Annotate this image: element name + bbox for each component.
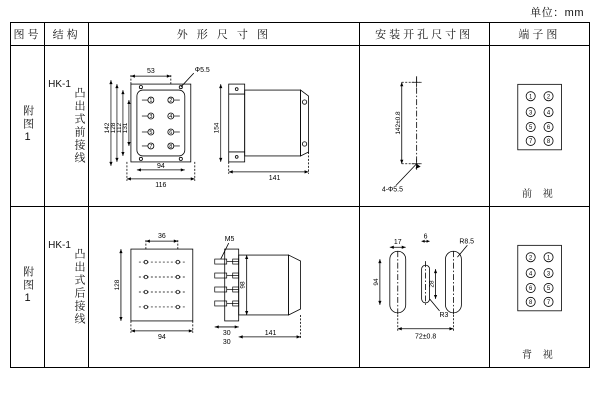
svg-text:4: 4: [546, 110, 550, 117]
header-col-struct: 结构: [45, 23, 89, 46]
svg-text:Ф5.5: Ф5.5: [194, 67, 210, 75]
row2-hole-svg: [360, 207, 489, 367]
table-row: [11, 46, 590, 207]
row2-outline-svg: [89, 207, 358, 367]
svg-text:154: 154: [213, 122, 221, 134]
svg-text:2: 2: [169, 98, 173, 105]
svg-text:128: 128: [114, 279, 122, 291]
svg-text:5: 5: [149, 130, 153, 137]
svg-text:6: 6: [528, 286, 533, 293]
row2-structure: [45, 207, 89, 368]
row2-structure-label: 凸出式后接线: [73, 248, 86, 326]
svg-text:28: 28: [428, 280, 436, 288]
table-row: [11, 207, 590, 368]
row2-outline-drawing: [89, 207, 359, 368]
svg-text:72±0.8: 72±0.8: [414, 333, 436, 341]
svg-text:142±0.8: 142±0.8: [394, 111, 402, 135]
row2-figure-no-label: 附图1: [21, 265, 34, 306]
svg-text:2: 2: [528, 255, 533, 262]
svg-text:17: 17: [393, 239, 402, 247]
table-header-row: [11, 23, 590, 46]
svg-text:128: 128: [110, 122, 118, 134]
svg-text:94: 94: [158, 333, 166, 341]
row1-terminal-caption: 前 视: [522, 189, 557, 200]
row1-figure-no-label: 附图1: [21, 104, 34, 145]
svg-text:R8.5: R8.5: [458, 238, 474, 246]
svg-text:2: 2: [546, 94, 550, 101]
svg-text:141: 141: [264, 329, 277, 337]
row1-structure: [45, 46, 89, 207]
svg-text:98: 98: [239, 281, 247, 289]
row1-outline-drawing: [89, 46, 359, 207]
svg-text:1: 1: [149, 98, 153, 105]
row2-figure-no: [11, 207, 45, 368]
svg-text:4-Ф5.5: 4-Ф5.5: [381, 186, 403, 194]
dimension-table: [10, 22, 590, 368]
svg-text:8: 8: [546, 139, 550, 146]
svg-text:8: 8: [528, 300, 533, 307]
row1-hole-drawing: [359, 46, 489, 207]
svg-text:36: 36: [158, 233, 166, 241]
svg-text:6: 6: [169, 130, 173, 137]
svg-text:1: 1: [528, 94, 533, 101]
svg-text:3: 3: [149, 114, 153, 121]
svg-text:R3: R3: [439, 311, 448, 319]
unit-note: 单位：mm: [530, 7, 584, 19]
svg-text:30: 30: [222, 338, 231, 346]
svg-text:6: 6: [546, 125, 550, 132]
svg-text:5: 5: [546, 286, 550, 293]
svg-text:7: 7: [149, 144, 153, 151]
svg-text:3: 3: [528, 110, 533, 117]
svg-text:94: 94: [372, 278, 380, 286]
row1-figure-no: [11, 46, 45, 207]
row2-terminal-drawing: [489, 207, 589, 368]
svg-text:141: 141: [268, 174, 281, 182]
svg-text:4: 4: [528, 271, 533, 278]
row2-hole-drawing: [359, 207, 489, 368]
header-col-term: 端子图: [489, 23, 589, 46]
svg-text:116: 116: [155, 181, 167, 189]
row1-structure-code: HK-1: [48, 78, 71, 90]
svg-text:7: 7: [528, 139, 533, 146]
svg-text:6: 6: [423, 233, 428, 241]
row1-outline-svg: [89, 46, 358, 206]
row1-structure-label: 凸出式前接线: [73, 87, 86, 165]
row1-hole-svg: [360, 46, 489, 206]
svg-text:53: 53: [147, 68, 155, 76]
row2-terminal-svg: [490, 207, 589, 367]
header-col-hole: 安装开孔尺寸图: [359, 23, 489, 46]
svg-text:M5: M5: [224, 236, 235, 244]
header-col-no: 图号: [11, 23, 45, 46]
row2-structure-code: HK-1: [48, 239, 71, 251]
row2-terminal-caption: 背 视: [522, 350, 557, 361]
svg-text:94: 94: [157, 162, 165, 170]
row1-terminal-svg: [490, 46, 589, 206]
svg-text:131: 131: [122, 122, 130, 134]
svg-text:8: 8: [169, 144, 173, 151]
svg-text:3: 3: [546, 271, 550, 278]
svg-text:142: 142: [104, 122, 112, 134]
svg-text:5: 5: [528, 125, 533, 132]
svg-text:4: 4: [169, 114, 173, 121]
svg-text:1: 1: [546, 255, 550, 262]
row1-terminal-drawing: [489, 46, 589, 207]
svg-text:30: 30: [222, 329, 231, 337]
header-col-outline: 外 形 尺 寸 图: [89, 23, 359, 46]
svg-text:112: 112: [116, 122, 124, 134]
svg-text:7: 7: [546, 300, 550, 307]
